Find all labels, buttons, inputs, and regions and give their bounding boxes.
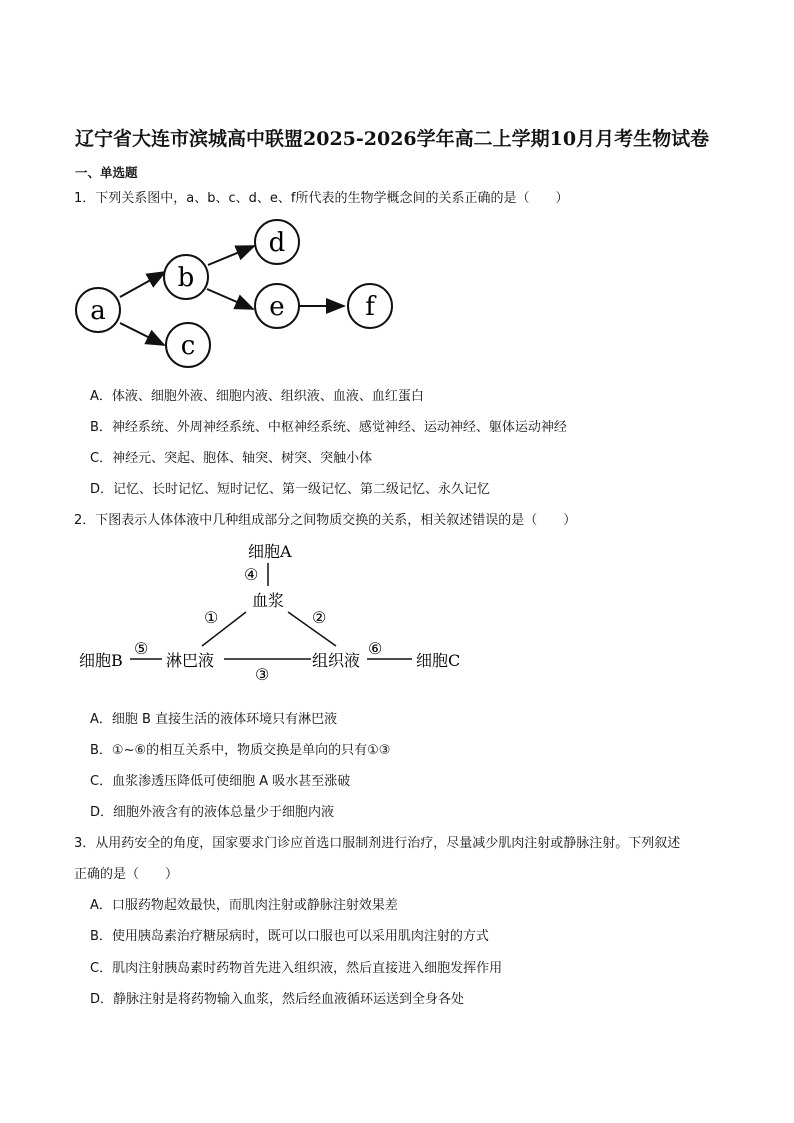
q2-option-b: B．①~⑥的相互关系中，物质交换是单向的只有①③ [90,743,391,758]
question-2-stem: 2．下图表示人体体液中几种组成部分之间物质交换的关系，相关叙述错误的是（ ） [74,513,577,528]
marker-3: ③ [255,665,270,684]
q1-option-b: B．神经系统、外周神经系统、中枢神经系统、感觉神经、运动神经、躯体运动神经 [90,420,567,435]
q1-option-a: A．体液、细胞外液、细胞内液、组织液、血液、血红蛋白 [90,389,424,404]
body-fluid-exchange-diagram [74,536,474,688]
node-e [255,284,299,328]
svg-text:a: a [90,296,106,326]
node-c [166,323,210,367]
q2-option-d: D．细胞外液含有的液体总量少于细胞内液 [90,805,335,820]
marker-2: ② [312,608,327,627]
marker-4: ④ [244,565,259,584]
node-a [76,288,120,332]
label-tissue-fluid: 组织液 [312,651,361,670]
question-3-stem-line-1: 3．从用药安全的角度，国家要求门诊应首选口服制剂进行治疗，尽量减少肌肉注射或静脉注射。下列叙述 [74,836,681,851]
marker-6: ⑥ [368,639,383,658]
marker-5: ⑤ [134,639,149,658]
node-b [164,255,208,299]
label-plasma: 血浆 [252,591,285,610]
q2-option-a: A．细胞 B 直接生活的液体环境只有淋巴液 [90,712,338,727]
q3-option-c: C．肌肉注射胰岛素时药物首先进入组织液，然后直接进入细胞发挥作用 [90,961,503,976]
label-lymph: 淋巴液 [166,651,215,670]
edge-b-e [207,289,253,309]
svg-text:d: d [268,228,286,258]
q2-option-c: C．血浆渗透压降低可使细胞 A 吸水甚至涨破 [90,774,351,789]
label-cell-a: 细胞A [248,542,292,561]
question-1-stem: 1．下列关系图中，a、b、c、d、e、f所代表的生物学概念间的关系正确的是（ ） [74,191,569,206]
question-3-stem-line-2: 正确的是（ ） [74,867,179,882]
edge-b-d [208,246,254,265]
svg-text:e: e [269,292,285,322]
q3-option-a: A．口服药物起效最快，而肌肉注射或静脉注射效果差 [90,898,398,913]
svg-text:c: c [180,331,196,361]
node-d [255,220,299,264]
svg-text:f: f [365,292,375,322]
page-title: 辽宁省大连市滨城高中联盟2025-2026学年高二上学期10月月考生物试卷 [75,128,710,150]
q3-option-b: B．使用胰岛素治疗糖尿病时，既可以口服也可以采用肌肉注射的方式 [90,929,489,944]
q3-option-d: D．静脉注射是将药物输入血浆，然后经血液循环运送到全身各处 [90,992,465,1007]
label-cell-b: 细胞B [79,651,123,670]
edge-a-c [120,323,164,345]
label-cell-c: 细胞C [416,651,461,670]
edge-a-b [120,272,165,297]
marker-1: ① [204,608,219,627]
q1-option-c: C．神经元、突起、胞体、轴突、树突、突触小体 [90,451,373,466]
node-f [348,284,392,328]
q1-option-d: D．记忆、长时记忆、短时记忆、第一级记忆、第二级记忆、永久记忆 [90,482,491,497]
svg-text:b: b [177,263,195,293]
section-heading: 一、单选题 [75,165,138,180]
concept-relationship-diagram [68,215,408,375]
